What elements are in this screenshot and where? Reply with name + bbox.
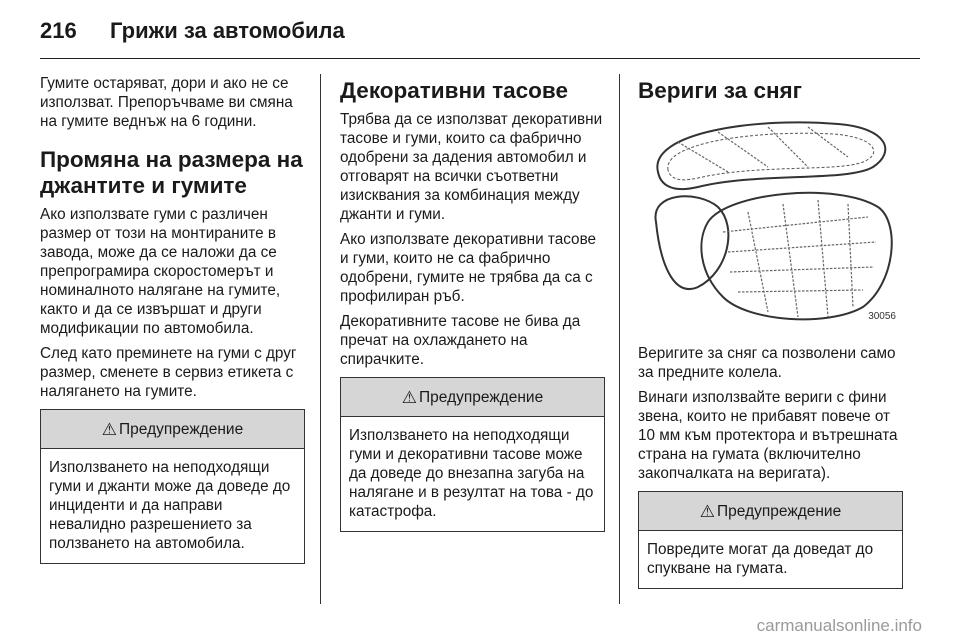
snow-chain-drawing	[638, 112, 900, 330]
intro-paragraph: Гумите остаряват, дори и ако не се използват. Препоръчваме ви смяна на гумите веднъж на 6 години.	[40, 75, 293, 130]
figure-number: 30056	[868, 311, 896, 322]
section-heading-snow-chains: Вериги за сняг	[638, 78, 803, 103]
warning-title: Предупреждение	[419, 388, 544, 406]
warning-header	[41, 410, 304, 449]
watermark: carmanualsonline.info	[756, 616, 922, 635]
page-title: Грижи за автомобила	[110, 18, 345, 43]
warning-header	[639, 492, 902, 531]
warning-text: Използването на неподходящи гуми и джанти може да доведе до инциденти и да направи невалидно разрешението за ползването на автомобила.	[49, 459, 291, 552]
warning-header	[341, 378, 604, 417]
section-heading-wheel-covers: Декоративни тасове	[340, 78, 568, 103]
column-3	[638, 74, 903, 589]
column-divider	[320, 74, 321, 604]
warning-title: Предупреждение	[717, 502, 842, 520]
page-header	[40, 18, 345, 48]
warning-triangle-icon: ⚠	[699, 501, 716, 521]
paragraph: Трябва да се използват декоративни тасове и гуми, които са фабрично одобрени за дадения автомобил и отговарят на всички съответни изисквания за комбинация между джанти и гуми.	[340, 111, 603, 223]
column-1	[40, 74, 305, 564]
header-rule	[40, 58, 920, 59]
section-heading-rim-size: Промяна на размера на джантите и гумите	[40, 147, 303, 198]
paragraph: Веригите за сняг са позволени само за предните колела.	[638, 345, 896, 381]
warning-title: Предупреждение	[119, 420, 244, 438]
paragraph: Декоративните тасове не бива да пречат на охлаждането на спирачките.	[340, 313, 581, 368]
snow-chains-illustration	[638, 112, 900, 330]
warning-text: Повредите могат да доведат до спукване на гумата.	[647, 541, 874, 577]
warning-text: Използването на неподходящи гуми и декоративни тасове може да доведе до внезапна загуба на налягане и в резултат на това - до катастрофа.	[349, 427, 594, 520]
column-2	[340, 74, 605, 532]
warning-box	[40, 409, 305, 564]
warning-box	[340, 377, 605, 532]
paragraph: След като преминете на гуми с друг размер, сменете в сервиз етикета с налягането на гумите.	[40, 345, 297, 400]
warning-box	[638, 491, 903, 589]
page-number: 216	[40, 18, 77, 43]
warning-triangle-icon: ⚠	[101, 419, 118, 439]
paragraph: Ако използвате декоративни тасове и гуми, които не са фабрично одобрени, гумите не трябва да са с профилиран ръб.	[340, 231, 597, 305]
paragraph: Винаги използвайте вериги с фини звена, които не прибавят повече от 10 мм към протектора и вътрешната страна на гумата (включително закопчалката на веригата).	[638, 389, 898, 482]
paragraph: Ако използвате гуми с различен размер от този на монтираните в завода, може да се наложи да се препрограмира скоростомерът и номиналното налягане на гумите, както и да се извършат и други модификации по автомобила.	[40, 206, 281, 337]
warning-triangle-icon: ⚠	[401, 387, 418, 407]
column-divider	[619, 74, 620, 604]
